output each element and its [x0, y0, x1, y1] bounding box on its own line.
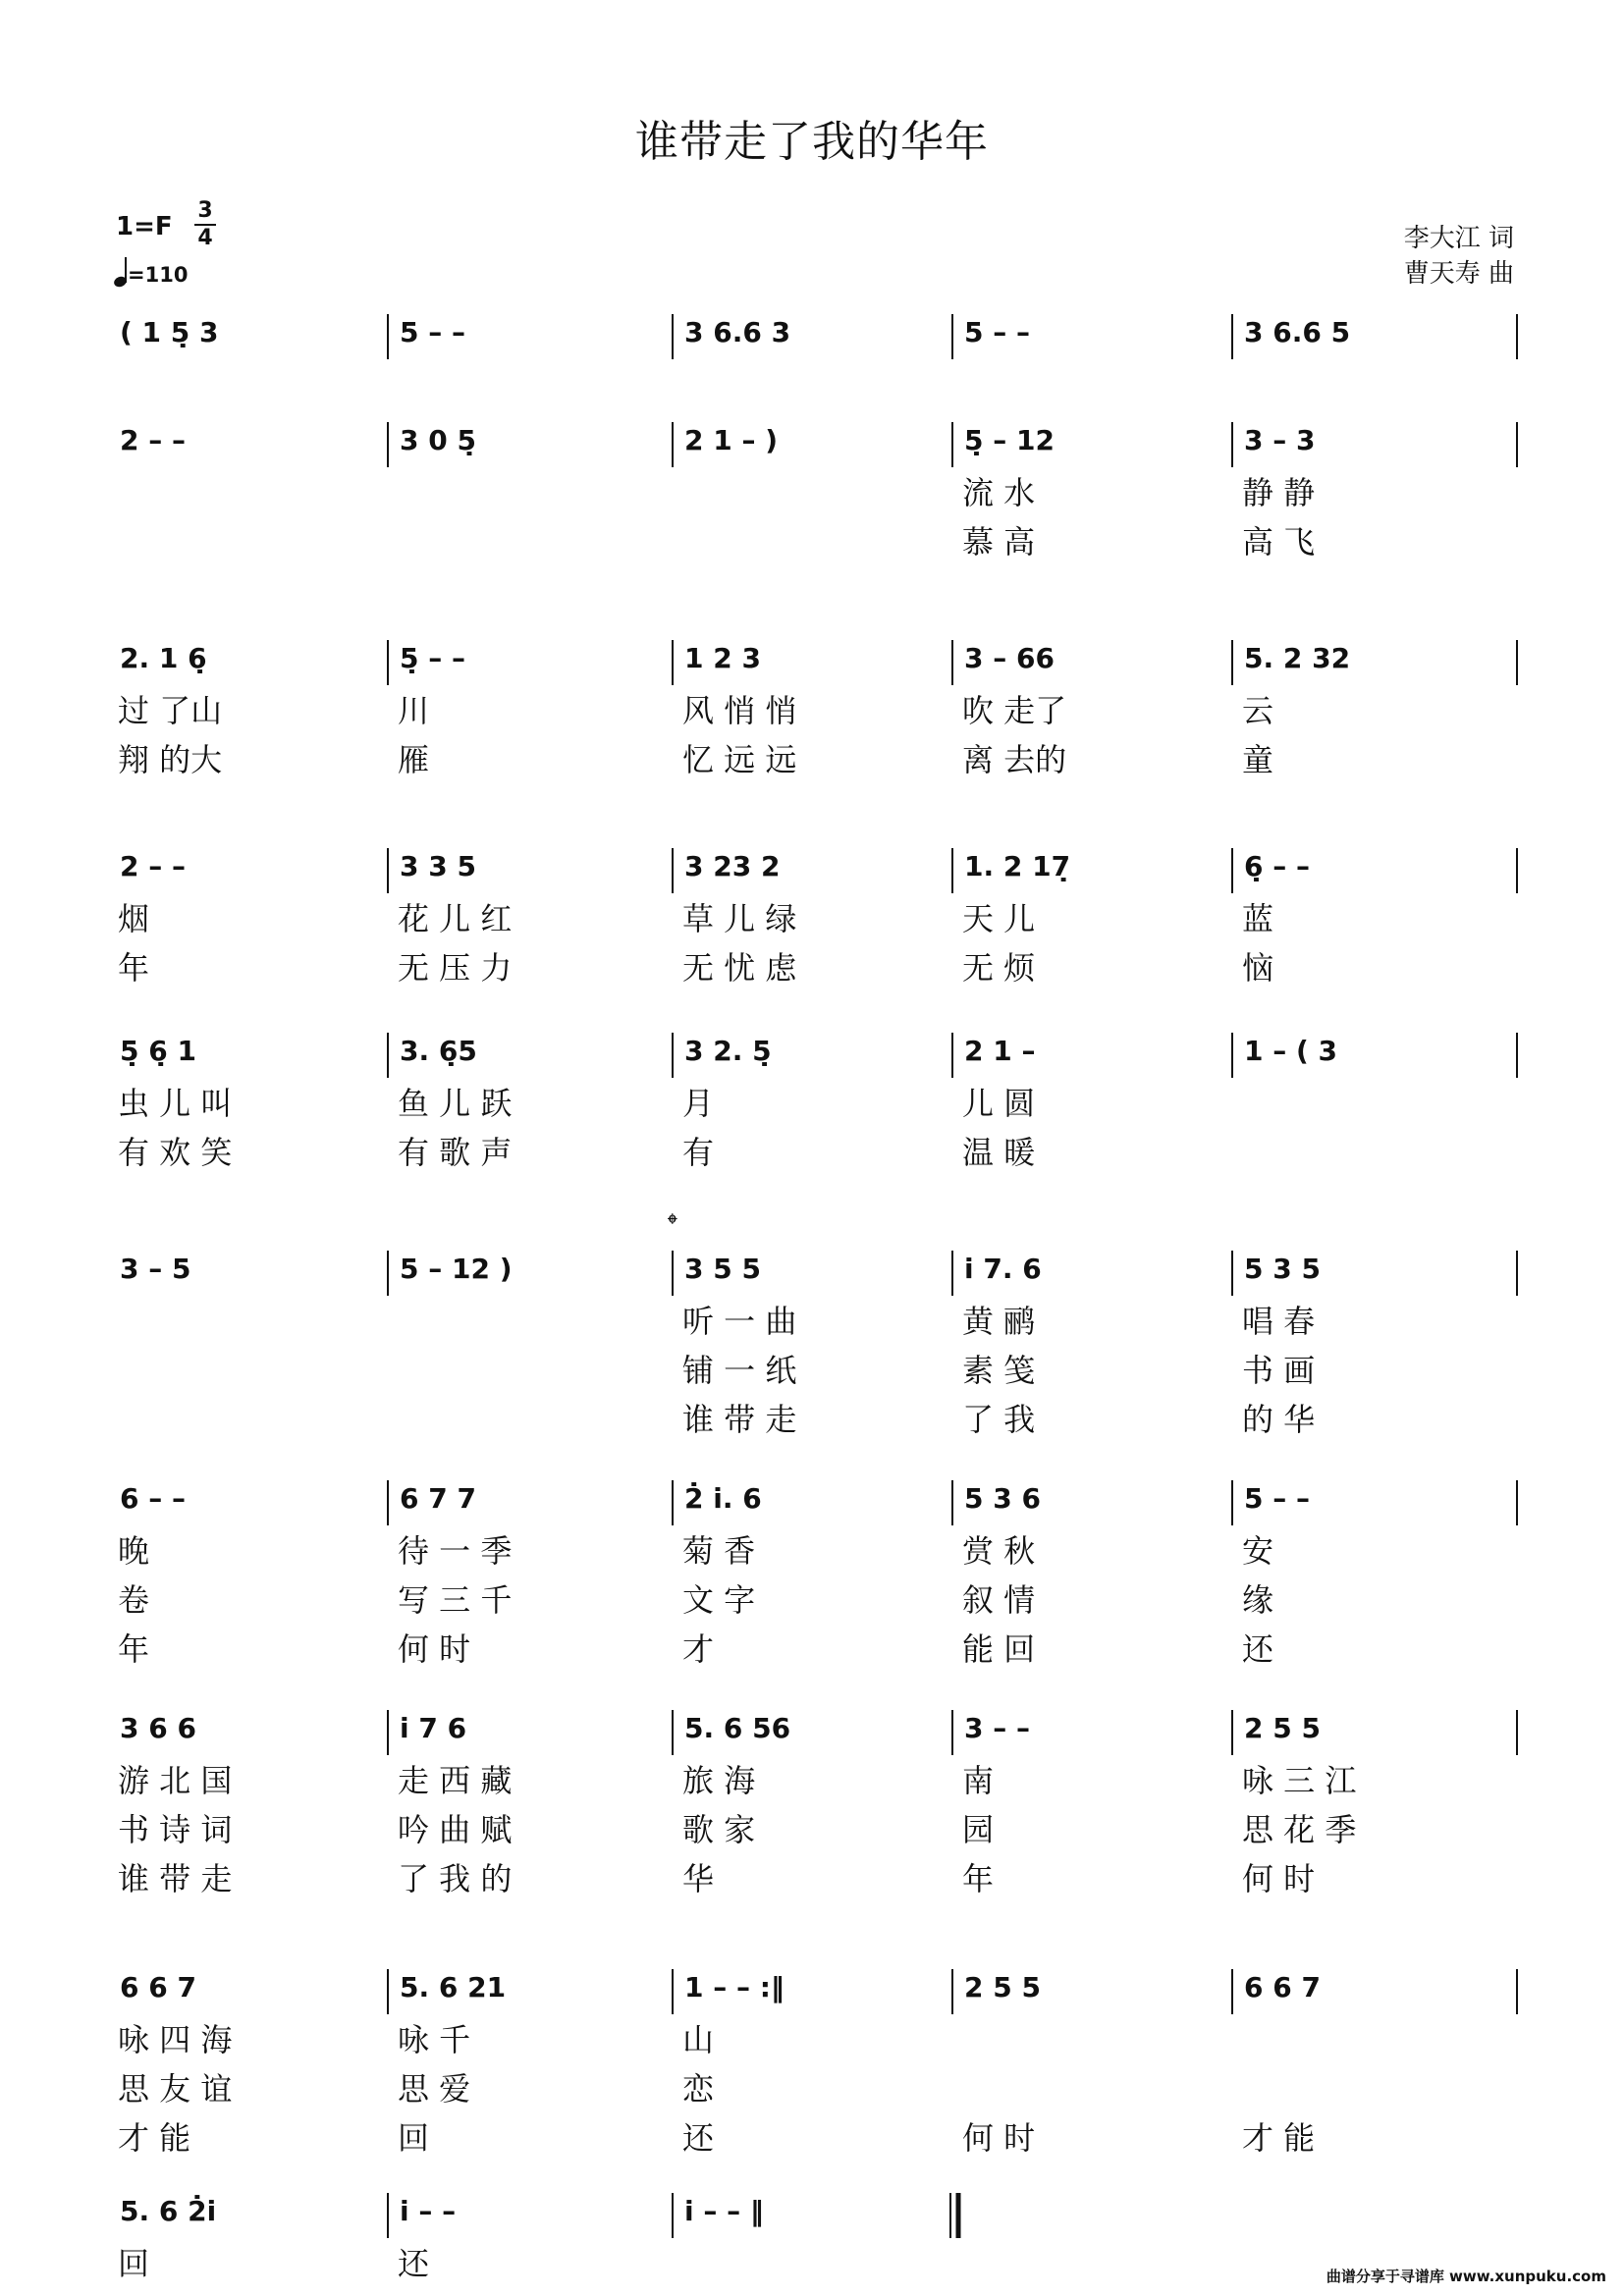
measure-notes: 5 – –	[964, 316, 1030, 348]
lyric-syllables: 还	[398, 2245, 430, 2282]
measure-notes: 6̣ – –	[1244, 850, 1310, 882]
measure-notes: 5 3 6	[964, 1482, 1041, 1515]
measure-notes: 3 5 5	[684, 1253, 761, 1285]
lyric-syllables: 歌 家	[682, 1811, 756, 1848]
measure-notes: 5 – 12 )	[400, 1253, 513, 1285]
lyric-syllables: 旅 海	[682, 1762, 756, 1799]
lyric-syllables: 谁 带 走	[118, 1860, 233, 1897]
lyric-syllables: 卷	[118, 1581, 150, 1619]
lyric-syllables: 赏 秋	[962, 1532, 1036, 1570]
lyric-syllables: 草 儿 绿	[682, 900, 797, 937]
lyric-syllables: 的 华	[1242, 1401, 1316, 1438]
lyric-syllables: 年	[118, 1630, 150, 1668]
lyric-syllables: 高 飞	[1242, 523, 1316, 561]
lyric-syllables: 了 我	[962, 1401, 1036, 1438]
lyric-syllables: 咏 三 江	[1242, 1762, 1357, 1799]
measure-notes: 5. 6 56	[684, 1712, 791, 1744]
lyric-syllables: 还	[1242, 1630, 1274, 1668]
lyric-syllables: 烟	[118, 900, 150, 937]
measure-notes: 3 2. 5̣	[684, 1035, 772, 1067]
lyric-syllables: 有 歌 声	[398, 1134, 513, 1171]
lyric-syllables: 川	[398, 692, 430, 729]
lyric-syllables: 童	[1242, 741, 1274, 778]
measure-notes: 3 6 6	[120, 1712, 196, 1744]
measure-notes: 5 – –	[1244, 1482, 1310, 1515]
measure-notes: i̇ – –	[400, 2195, 457, 2227]
lyric-syllables: 有	[682, 1134, 715, 1171]
lyric-syllables: 素 笺	[962, 1352, 1036, 1389]
measure-notes: 3 23 2	[684, 850, 781, 882]
measure-notes: 3 0 5̣	[400, 424, 476, 456]
lyric-syllables: 铺 一 纸	[682, 1352, 797, 1389]
lyric-syllables: 无 烦	[962, 949, 1036, 987]
key-signature: 1=F	[116, 212, 173, 241]
measure-notes: ( 1 5̣ 3	[120, 316, 219, 348]
measure-notes: 1 – ( 3	[1244, 1035, 1338, 1067]
song-title: 谁带走了我的华年	[635, 117, 989, 167]
lyric-syllables: 蓝	[1242, 900, 1274, 937]
measure-notes: 3 – 66	[964, 642, 1055, 674]
lyric-syllables: 年	[118, 949, 150, 987]
measure-notes: 3 6.6 5	[1244, 316, 1351, 348]
lyric-syllables: 缘	[1242, 1581, 1274, 1619]
lyric-syllables: 园	[962, 1811, 995, 1848]
measure-notes: 6 6 7	[1244, 1971, 1321, 2003]
lyric-syllables: 有 欢 笑	[118, 1134, 233, 1171]
lyric-syllables: 山	[682, 2021, 715, 2058]
lyric-syllables: 走 西 藏	[398, 1762, 513, 1799]
lyric-syllables: 思 爱	[398, 2070, 471, 2108]
lyric-syllables: 温 暖	[962, 1134, 1036, 1171]
lyric-syllables: 南	[962, 1762, 995, 1799]
measure-notes: 2 5 5	[1244, 1712, 1321, 1744]
lyric-syllables: 流 水	[962, 474, 1036, 511]
lyric-syllables: 花 儿 红	[398, 900, 513, 937]
lyric-syllables: 天 儿	[962, 900, 1036, 937]
lyric-syllables: 唱 春	[1242, 1303, 1316, 1340]
measure-notes: 6 6 7	[120, 1971, 196, 2003]
measure-notes: i̇ 7. 6	[964, 1253, 1042, 1285]
lyric-syllables: 雁	[398, 741, 430, 778]
lyric-syllables: 能 回	[962, 1630, 1036, 1668]
tempo-value: =110	[128, 263, 189, 287]
lyric-syllables: 谁 带 走	[682, 1401, 797, 1438]
measure-notes: i̇ 7 6	[400, 1712, 467, 1744]
lyric-syllables: 书 诗 词	[118, 1811, 233, 1848]
lyric-syllables: 还	[682, 2119, 715, 2157]
measure-notes: 5. 6 2̇i̇	[120, 2195, 217, 2227]
lyric-syllables: 安	[1242, 1532, 1274, 1570]
measure-notes: 6 – –	[120, 1482, 186, 1515]
lyric-syllables: 咏 四 海	[118, 2021, 233, 2058]
measure-notes: 2 – –	[120, 424, 186, 456]
lyric-syllables: 云	[1242, 692, 1274, 729]
coda-icon: 𝄌	[668, 1207, 677, 1240]
measure-notes: 3 3 5	[400, 850, 476, 882]
lyric-syllables: 黄 鹂	[962, 1303, 1036, 1340]
lyric-syllables: 游 北 国	[118, 1762, 233, 1799]
lyric-syllables: 思 友 谊	[118, 2070, 233, 2108]
measure-notes: 1 – – :‖	[684, 1971, 785, 2003]
lyric-syllables: 年	[962, 1860, 995, 1897]
lyric-syllables: 月	[682, 1085, 715, 1122]
lyricist-credit: 李大江 词	[1403, 224, 1514, 253]
lyric-syllables: 鱼 儿 跃	[398, 1085, 513, 1122]
measure-notes: 5̣ 6̣ 1	[120, 1035, 196, 1067]
lyric-syllables: 虫 儿 叫	[118, 1085, 233, 1122]
measure-notes: 3 – 5	[120, 1253, 191, 1285]
lyric-syllables: 何 时	[962, 2119, 1036, 2157]
watermark: 曲谱分享于寻谱库 www.xunpuku.com	[1326, 2268, 1606, 2285]
lyric-syllables: 待 一 季	[398, 1532, 513, 1570]
lyric-syllables: 叙 情	[962, 1581, 1036, 1619]
composer-credit: 曹天寿 曲	[1403, 259, 1514, 289]
lyric-syllables: 恼	[1242, 949, 1274, 987]
measure-notes: 3 – 3	[1244, 424, 1316, 456]
lyric-syllables: 何 时	[1242, 1860, 1316, 1897]
lyric-syllables: 翔 的大	[118, 741, 223, 778]
lyric-syllables: 儿 圆	[962, 1085, 1036, 1122]
lyric-syllables: 写 三 千	[398, 1581, 513, 1619]
time-signature-top: 3	[197, 198, 213, 223]
lyric-syllables: 慕 高	[962, 523, 1036, 561]
lyric-syllables: 咏 千	[398, 2021, 471, 2058]
lyric-syllables: 回	[118, 2245, 150, 2282]
measure-notes: 5̣ – 12	[964, 424, 1055, 456]
time-signature-bottom: 4	[197, 226, 213, 250]
measure-notes: 5 3 5	[1244, 1253, 1321, 1285]
measure-notes: 5 – –	[400, 316, 465, 348]
lyric-syllables: 华	[682, 1860, 715, 1897]
measure-notes: 2 5 5	[964, 1971, 1041, 2003]
measure-notes: 6 7 7	[400, 1482, 476, 1515]
lyric-syllables: 才 能	[118, 2119, 191, 2157]
lyric-syllables: 无 压 力	[398, 949, 513, 987]
lyric-syllables: 听 一 曲	[682, 1303, 797, 1340]
lyric-syllables: 书 画	[1242, 1352, 1316, 1389]
lyric-syllables: 何 时	[398, 1630, 471, 1668]
lyric-syllables: 才	[682, 1630, 715, 1668]
measure-notes: 1. 2 17̣	[964, 850, 1071, 882]
measure-notes: 3. 6̣5	[400, 1035, 477, 1067]
measure-notes: 1 2 3	[684, 642, 761, 674]
measure-notes: i̇ – – ‖	[684, 2195, 764, 2227]
measure-notes: 3 – –	[964, 1712, 1030, 1744]
measure-notes: 2 – –	[120, 850, 186, 882]
measure-notes: 2 1 –	[964, 1035, 1036, 1067]
measure-notes: 5. 2 32	[1244, 642, 1351, 674]
lyric-syllables: 过 了山	[118, 692, 223, 729]
lyric-syllables: 晚	[118, 1532, 150, 1570]
lyric-syllables: 菊 香	[682, 1532, 756, 1570]
measure-notes: 2̇ i̇. 6	[684, 1482, 762, 1515]
measure-notes: 5̣ – –	[400, 642, 465, 674]
measure-notes: 2. 1 6̣	[120, 642, 207, 674]
lyric-syllables: 静 静	[1242, 474, 1316, 511]
lyric-syllables: 文 字	[682, 1581, 756, 1619]
lyric-syllables: 才 能	[1242, 2119, 1316, 2157]
measure-notes: 2 1 – )	[684, 424, 779, 456]
lyric-syllables: 无 忧 虑	[682, 949, 797, 987]
lyric-syllables: 思 花 季	[1242, 1811, 1357, 1848]
lyric-syllables: 回	[398, 2119, 430, 2157]
lyric-syllables: 恋	[682, 2070, 715, 2108]
lyric-syllables: 忆 远 远	[682, 741, 797, 778]
measure-notes: 3 6.6 3	[684, 316, 791, 348]
lyric-syllables: 离 去的	[962, 741, 1067, 778]
measure-notes: 5. 6 21	[400, 1971, 507, 2003]
lyric-syllables: 风 悄 悄	[682, 692, 797, 729]
lyric-syllables: 吟 曲 赋	[398, 1811, 513, 1848]
lyric-syllables: 吹 走了	[962, 692, 1067, 729]
lyric-syllables: 了 我 的	[398, 1860, 513, 1897]
